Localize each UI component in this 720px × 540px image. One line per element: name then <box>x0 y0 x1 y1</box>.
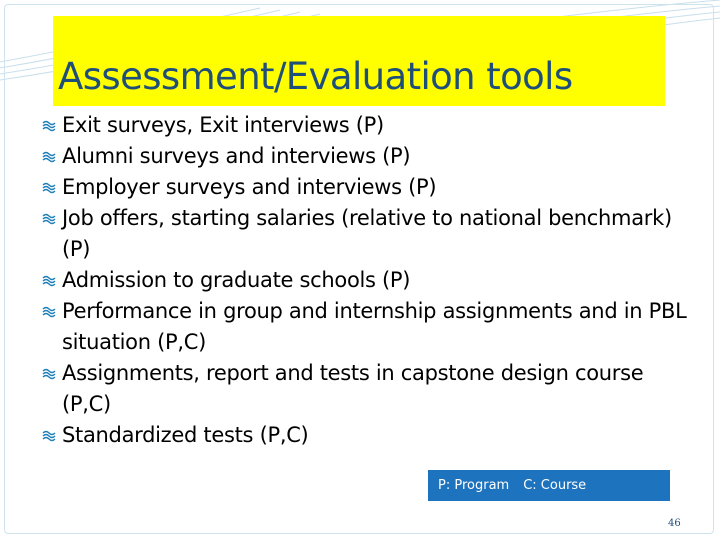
list-item <box>38 265 698 296</box>
list-item <box>38 172 698 203</box>
bullet-text: Performance in group and internship assignments and in PBL situation (P,C) <box>62 299 687 354</box>
list-item <box>38 296 698 358</box>
bullet-text: Alumni surveys and interviews (P) <box>62 144 411 168</box>
bullet-wave-icon <box>42 367 59 380</box>
bullet-wave-icon <box>42 429 59 442</box>
bullet-text: Assignments, report and tests in capstone design course (P,C) <box>62 361 644 416</box>
slide-title: Assessment/Evaluation tools <box>58 55 573 98</box>
list-item <box>38 110 698 141</box>
bullet-wave-icon <box>42 119 59 132</box>
bullet-wave-icon <box>42 305 59 318</box>
list-item <box>38 203 698 265</box>
bullet-text: Job offers, starting salaries (relative to national benchmark) (P) <box>62 206 672 261</box>
list-item <box>38 358 698 420</box>
list-item <box>38 420 698 451</box>
legend-box <box>428 470 670 501</box>
legend-program: P: Program <box>438 478 510 493</box>
bullet-text: Admission to graduate schools (P) <box>62 268 411 292</box>
bullet-text: Standardized tests (P,C) <box>62 423 309 447</box>
bullet-wave-icon <box>42 274 59 287</box>
bullet-wave-icon <box>42 150 59 163</box>
bullet-text: Employer surveys and interviews (P) <box>62 175 437 199</box>
bullet-list <box>38 110 698 451</box>
bullet-text: Exit surveys, Exit interviews (P) <box>62 113 384 137</box>
page-number: 46 <box>668 518 681 529</box>
bullet-wave-icon <box>42 181 59 194</box>
legend-course: C: Course <box>523 478 587 493</box>
bullet-wave-icon <box>42 212 59 225</box>
list-item <box>38 141 698 172</box>
